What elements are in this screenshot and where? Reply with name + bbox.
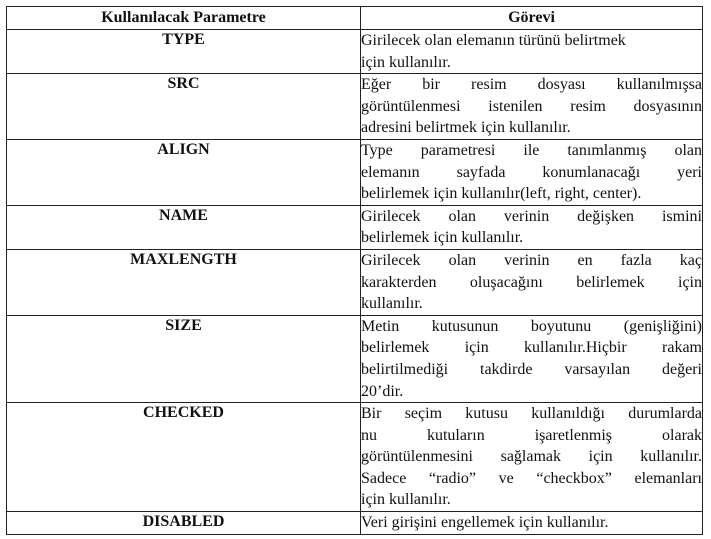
description-line: nu kutuların işaretlenmiş olarak [361, 426, 702, 444]
description-line: Girilecek olan verinin en fazla kaç [361, 251, 702, 269]
description-line: görüntülenmesini sağlamak için kullanılır. [361, 448, 702, 466]
parameter-description [361, 249, 703, 315]
table-row [7, 403, 703, 512]
parameter-name: DISABLED [7, 512, 361, 535]
parameter-name: SRC [7, 74, 361, 140]
parameter-description [361, 403, 703, 512]
description-line: Bir seçim kutusu kullanıldığı durumlarda [361, 405, 702, 423]
description-line: Metin kutusunun boyutunu (genişliğini) [361, 317, 702, 335]
table-row [7, 30, 703, 74]
table-row [7, 205, 703, 249]
description-line: Veri girişini engellemek için kullanılır. [361, 514, 609, 532]
table-row [7, 315, 703, 402]
table-row [7, 249, 703, 315]
description-line: elemanın sayfada konumlanacağı yeri [361, 163, 702, 181]
description-line: Girilecek olan elemanın türünü belirtmek [361, 32, 626, 49]
description-line: belirlemek için kullanılır(left, right, center). [361, 185, 642, 203]
parameter-description [361, 30, 703, 74]
description-line: Sadece “radio” ve “checkbox” elemanları [361, 469, 702, 487]
description-line: belirtilmediği takdirde varsayılan değeri [361, 360, 702, 378]
table-row [7, 74, 703, 140]
description-line: Girilecek olan verinin değişken ismini [361, 207, 702, 225]
header-role: Görevi [361, 7, 703, 30]
header-parameter: Kullanılacak Parametre [7, 7, 361, 30]
parameter-description [361, 139, 703, 205]
description-line: Eğer bir resim dosyası kullanılmışsa [361, 76, 702, 94]
parameter-name: NAME [7, 205, 361, 249]
description-line: görüntülenmesi istenilen resim dosyasının [361, 97, 702, 115]
table-row [7, 139, 703, 205]
description-line: için kullanılır. [361, 491, 451, 509]
description-line: belirlemek için kullanılır. [361, 229, 524, 247]
description-line: belirlemek için kullanılır.Hiçbir rakam [361, 339, 702, 357]
parameter-table [6, 6, 703, 535]
parameter-description [361, 512, 703, 535]
description-line: 20’dir. [361, 382, 404, 400]
description-line: adresini belirtmek için kullanılır. [361, 119, 571, 137]
description-line: kullanılır. [361, 295, 423, 313]
parameter-name: TYPE [7, 30, 361, 74]
parameter-name: MAXLENGTH [7, 249, 361, 315]
table-row [7, 512, 703, 535]
description-line: Type parametresi ile tanımlanmış olan [361, 141, 702, 159]
parameter-description [361, 205, 703, 249]
parameter-name: SIZE [7, 315, 361, 402]
parameter-name: ALIGN [7, 139, 361, 205]
parameter-name: CHECKED [7, 403, 361, 512]
parameter-description [361, 74, 703, 140]
table-body [7, 30, 703, 535]
table-header-row [7, 7, 703, 30]
description-line: karakterden oluşacağını belirlemek için [361, 273, 702, 291]
parameter-description [361, 315, 703, 402]
description-line: için kullanılır. [361, 53, 451, 71]
